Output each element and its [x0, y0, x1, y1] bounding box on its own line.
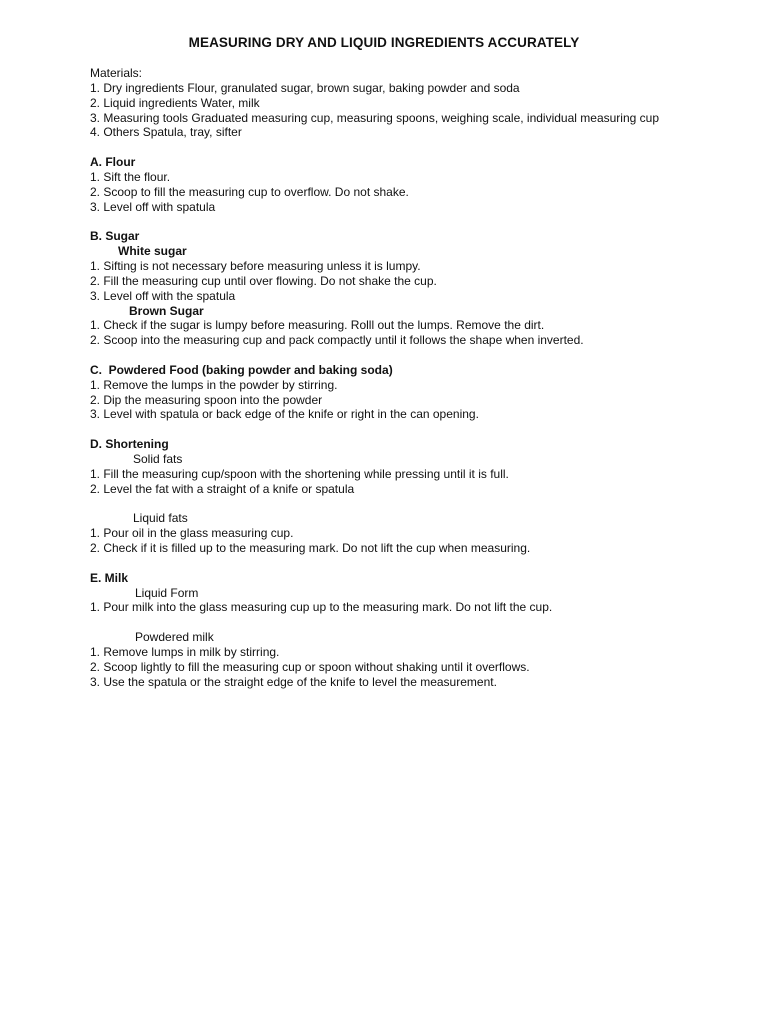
powdered-milk-step-2: 2. Scoop lightly to fill the measuring cup or spoon without shaking until it overflows. — [90, 659, 530, 674]
document-body — [90, 66, 670, 689]
white-sugar-step-2: 2. Fill the measuring cup until over flowing. Do not shake the cup. — [90, 273, 437, 288]
materials-item-4: 4. Others Spatula, tray, sifter — [90, 125, 242, 140]
solid-fats-step-2: 2. Level the fat with a straight of a knife or spatula — [90, 481, 355, 496]
flour-heading: A. Flour — [90, 155, 136, 170]
brown-sugar-step-1: 1. Check if the sugar is lumpy before measuring. Rolll out the lumps. Remove the dirt. — [90, 318, 545, 333]
materials-item-2: 2. Liquid ingredients Water, milk — [90, 95, 260, 110]
liquid-fats-label: Liquid fats — [133, 511, 188, 526]
flour-step-2: 2. Scoop to fill the measuring cup to overflow. Do not shake. — [90, 184, 409, 199]
milk-heading: E. Milk — [90, 570, 129, 585]
section-spacer — [90, 214, 670, 229]
materials-label: Materials: — [90, 66, 143, 80]
materials-item-3: 3. Measuring tools Graduated measuring cup, measuring spoons, weighing scale, individual measuring cup — [90, 110, 659, 125]
powdered-milk-label: Powdered milk — [135, 630, 214, 645]
solid-fats-label: Solid fats — [133, 451, 183, 466]
liquid-milk-step-1: 1. Pour milk into the glass measuring cup up to the measuring mark. Do not lift the cup. — [90, 600, 553, 615]
section-spacer — [90, 348, 670, 363]
powdered-milk-step-3: 3. Use the spatula or the straight edge of the knife to level the measurement. — [90, 674, 497, 689]
materials-item-1: 1. Dry ingredients Flour, granulated sugar, brown sugar, baking powder and soda — [90, 80, 520, 95]
powdered-milk-step-1: 1. Remove lumps in milk by stirring. — [90, 644, 280, 659]
flour-step-1: 1. Sift the flour. — [90, 169, 171, 184]
shortening-heading: D. Shortening — [90, 437, 169, 452]
section-spacer — [90, 556, 670, 571]
liquid-fats-step-1: 1. Pour oil in the glass measuring cup. — [90, 526, 294, 541]
section-spacer — [90, 140, 670, 155]
brown-sugar-step-2: 2. Scoop into the measuring cup and pack compactly until it follows the shape when inverted. — [90, 333, 584, 348]
section-spacer — [90, 496, 670, 511]
section-spacer — [90, 615, 670, 630]
powdered-food-heading: C. Powdered Food (baking powder and baking soda) — [90, 362, 393, 377]
flour-step-3: 3. Level off with spatula — [90, 199, 216, 214]
powdered-food-step-2: 2. Dip the measuring spoon into the powder — [90, 392, 323, 407]
document-title: MEASURING DRY AND LIQUID INGREDIENTS ACCURATELY — [188, 35, 580, 50]
white-sugar-step-1: 1. Sifting is not necessary before measuring unless it is lumpy. — [90, 258, 421, 273]
white-sugar-label: White sugar — [118, 244, 187, 259]
white-sugar-step-3: 3. Level off with the spatula — [90, 288, 236, 303]
powdered-food-step-3: 3. Level with spatula or back edge of the knife or right in the can opening. — [90, 407, 479, 422]
liquid-fats-step-2: 2. Check if it is filled up to the measuring mark. Do not lift the cup when measuring. — [90, 541, 531, 555]
section-spacer — [90, 422, 670, 437]
powdered-food-step-1: 1. Remove the lumps in the powder by stirring. — [90, 377, 338, 392]
sugar-heading: B. Sugar — [90, 229, 140, 244]
liquid-milk-label: Liquid Form — [135, 585, 199, 600]
brown-sugar-label: Brown Sugar — [129, 303, 204, 318]
solid-fats-step-1: 1. Fill the measuring cup/spoon with the shortening while pressing until it is full. — [90, 466, 509, 481]
